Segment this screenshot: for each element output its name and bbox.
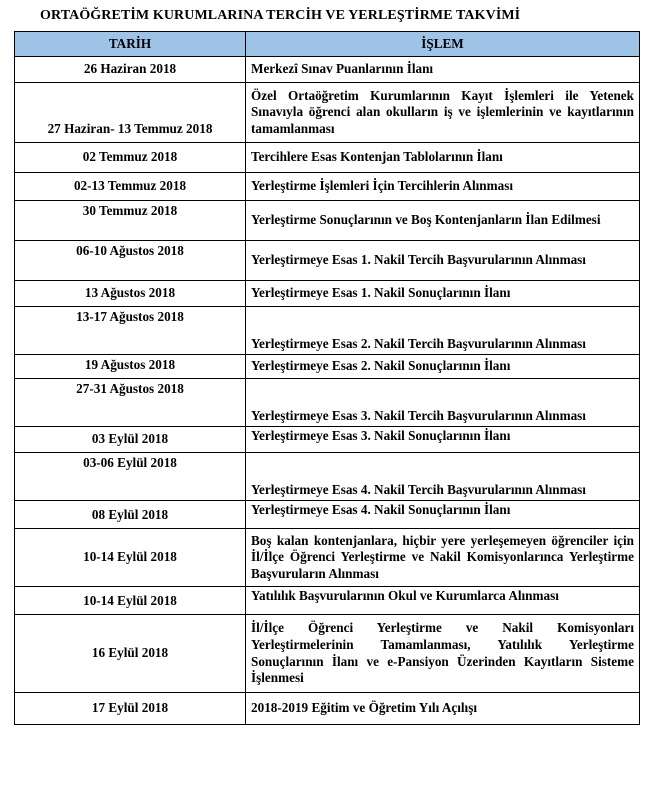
table-row — [15, 427, 640, 453]
row-date: 27-31 Ağustos 2018 — [15, 379, 246, 427]
row-date: 02-13 Temmuz 2018 — [15, 173, 246, 201]
row-action: Yerleştirme İşlemleri İçin Tercihlerin Alınması — [246, 173, 640, 201]
table-row — [15, 143, 640, 173]
table-row — [15, 173, 640, 201]
row-action: Yerleştirmeye Esas 2. Nakil Tercih Başvurularının Alınması — [246, 307, 640, 355]
header-date: TARİH — [15, 32, 246, 57]
row-action: Yerleştirmeye Esas 2. Nakil Sonuçlarının İlanı — [246, 355, 640, 379]
row-action: Yerleştirmeye Esas 1. Nakil Sonuçlarının İlanı — [246, 281, 640, 307]
table-row — [15, 615, 640, 693]
row-action: Boş kalan kontenjanlara, hiçbir yere yerleşemeyen öğrenciler için İl/İlçe Öğrenci Yerleştirme ve Nakil Komisyonlarınca Yerleştirme Başvuruların Alınması — [246, 529, 640, 587]
table-row — [15, 587, 640, 615]
schedule-table — [14, 31, 640, 725]
table-row — [15, 201, 640, 241]
table-row — [15, 501, 640, 529]
row-date: 16 Eylül 2018 — [15, 615, 246, 693]
table-row — [15, 307, 640, 355]
page-title: ORTAÖĞRETİM KURUMLARINA TERCİH VE YERLEŞTİRME TAKVİMİ — [40, 8, 521, 23]
table-header-row — [15, 32, 640, 57]
row-date: 10-14 Eylül 2018 — [15, 529, 246, 587]
table-row — [15, 453, 640, 501]
row-action: Merkezî Sınav Puanlarının İlanı — [246, 57, 640, 83]
row-action: Yerleştirmeye Esas 4. Nakil Sonuçlarının İlanı — [246, 501, 640, 529]
row-date: 02 Temmuz 2018 — [15, 143, 246, 173]
row-action: İl/İlçe Öğrenci Yerleştirme ve Nakil Komisyonları Yerleştirmelerinin Tamamlanması, Yatılılık Yerleştirme Sonuçlarının İlanı ve e-Pansiyon Üzerinden Kayıtların Sisteme İşlenmesi — [246, 615, 640, 693]
table-row — [15, 379, 640, 427]
row-action: Yatılılık Başvurularının Okul ve Kurumlarca Alınması — [246, 587, 640, 615]
row-action: Yerleştirmeye Esas 3. Nakil Sonuçlarının İlanı — [246, 427, 640, 453]
table-row — [15, 355, 640, 379]
row-date: 03-06 Eylül 2018 — [15, 453, 246, 501]
table-row — [15, 57, 640, 83]
row-date: 27 Haziran- 13 Temmuz 2018 — [15, 83, 246, 143]
row-date: 13-17 Ağustos 2018 — [15, 307, 246, 355]
row-date: 06-10 Ağustos 2018 — [15, 241, 246, 281]
row-action: Özel Ortaöğretim Kurumlarının Kayıt İşlemleri ile Yetenek Sınavıyla öğrenci alan okulların iş ve işlemlerinin ve kayıtlarının tamamlanması — [246, 83, 640, 143]
row-date: 10-14 Eylül 2018 — [15, 587, 246, 615]
table-row — [15, 529, 640, 587]
row-date: 19 Ağustos 2018 — [15, 355, 246, 379]
row-action: Yerleştirme Sonuçlarının ve Boş Kontenjanların İlan Edilmesi — [246, 201, 640, 241]
table-row — [15, 693, 640, 725]
row-date: 08 Eylül 2018 — [15, 501, 246, 529]
row-action: Yerleştirmeye Esas 1. Nakil Tercih Başvurularının Alınması — [246, 241, 640, 281]
row-action: Yerleştirmeye Esas 3. Nakil Tercih Başvurularının Alınması — [246, 379, 640, 427]
table-row — [15, 241, 640, 281]
row-date: 30 Temmuz 2018 — [15, 201, 246, 241]
header-action: İŞLEM — [246, 32, 640, 57]
row-date: 17 Eylül 2018 — [15, 693, 246, 725]
table-row — [15, 83, 640, 143]
row-date: 03 Eylül 2018 — [15, 427, 246, 453]
table-row — [15, 281, 640, 307]
row-date: 26 Haziran 2018 — [15, 57, 246, 83]
row-action: Yerleştirmeye Esas 4. Nakil Tercih Başvurularının Alınması — [246, 453, 640, 501]
row-action: Tercihlere Esas Kontenjan Tablolarının İlanı — [246, 143, 640, 173]
row-date: 13 Ağustos 2018 — [15, 281, 246, 307]
row-action: 2018-2019 Eğitim ve Öğretim Yılı Açılışı — [246, 693, 640, 725]
